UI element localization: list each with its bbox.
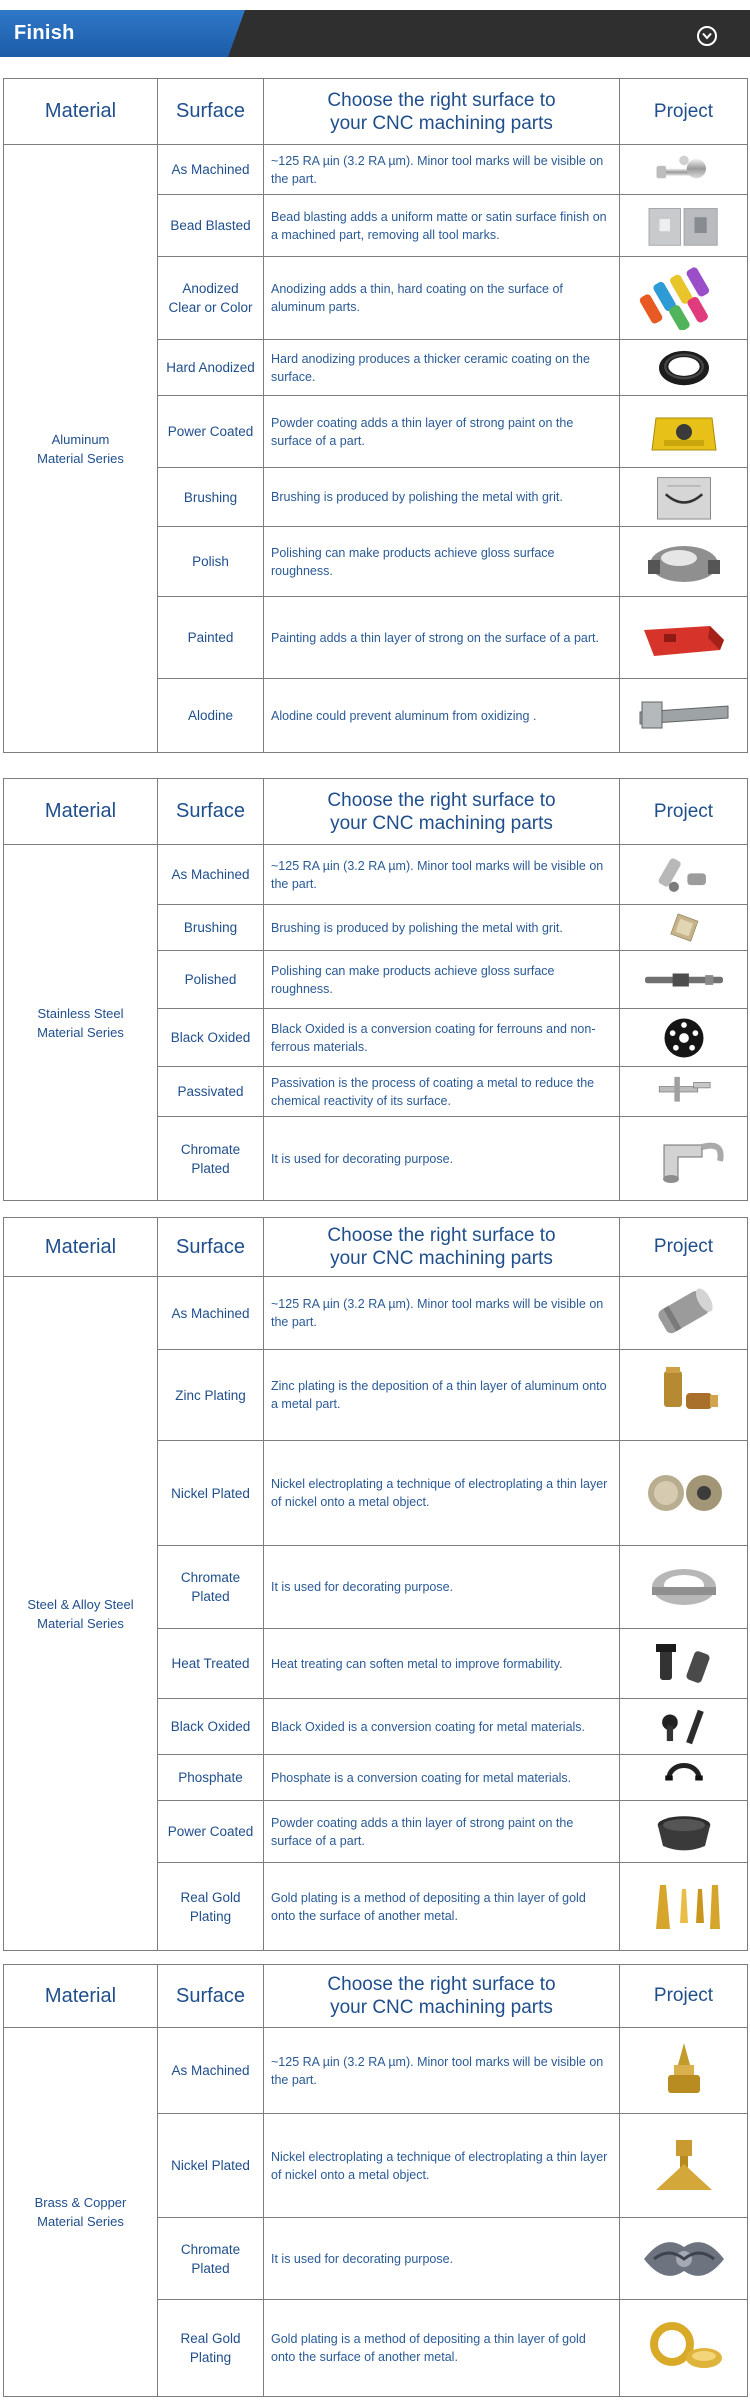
table-row [4,2028,748,2114]
surface-cell [158,1277,264,1350]
surface-name: As Machined [171,867,250,882]
material-series-label: Material Series [37,1615,124,1631]
surface-description: Anodizing adds a thin, hard coating on the surface of aluminum parts. [264,257,620,340]
steel-cylinder-icon [622,1281,745,1345]
project-image-cell [620,1699,748,1755]
project-image-cell [620,2028,748,2114]
header-surface: Surface [158,79,264,145]
surface-cell [158,845,264,905]
gold-pins-icon [622,1875,745,1939]
surface-name: Brushing [183,489,238,505]
header-choose-line-1: Choose the right surface to [327,789,556,811]
material-name: Brass & Copper [34,2195,127,2210]
surface-name: Chromate [180,2241,241,2257]
surface-description: Powder coating adds a thin layer of strong paint on the surface of a part. [264,396,620,468]
black-ring-part-icon [622,343,745,393]
surface-name: Painted [187,630,234,645]
project-image-cell [620,905,748,951]
surface-description: Polishing can make products achieve gloss surface roughness. [264,951,620,1009]
steel-pins-icon [622,848,745,902]
material-series-label: Material Series [37,2214,124,2229]
brushed-plate-icon [622,471,745,524]
finish-table [3,1964,748,2397]
surface-description: Gold plating is a method of depositing a thin layer of gold onto the surface of another metal. [264,2300,620,2397]
blasted-aluminum-block-icon [622,198,745,254]
surface-cell [158,527,264,597]
surface-cell [158,340,264,396]
surface-name: Alodine [187,708,234,723]
project-image-cell [620,1863,748,1951]
surface-name-line-2: Plated [191,1589,230,1604]
material-series-cell [4,1277,158,1951]
surface-cell [158,1117,264,1201]
project-image-cell [620,1441,748,1546]
surface-description: It is used for decorating purpose. [264,1117,620,1201]
table-row [4,145,748,195]
surface-cell [158,2218,264,2300]
ornament-icon [622,2227,745,2291]
surface-cell [158,145,264,195]
surface-cell [158,2028,264,2114]
header-project: Project [620,1218,748,1277]
black-disc-icon [622,1012,745,1064]
surface-description: ~125 RA µin (3.2 RA µm). Minor tool marks will be visible on the part. [264,145,620,195]
surface-cell [158,1009,264,1067]
surface-name: Phosphate [178,1770,243,1785]
surface-cell [158,1699,264,1755]
project-image-cell [620,2300,748,2397]
table-header-row [4,79,748,145]
finish-table [3,778,748,1201]
header-project: Project [620,79,748,145]
surface-cell [158,1441,264,1546]
project-image-cell [620,1546,748,1629]
header-choose-surface [264,79,620,145]
table-row [4,845,748,905]
surface-description: Painting adds a thin layer of strong on the surface of a part. [264,597,620,679]
surface-description: Gold plating is a method of depositing a thin layer of gold onto the surface of another metal. [264,1863,620,1951]
header-project: Project [620,1965,748,2028]
surface-description: ~125 RA µin (3.2 RA µm). Minor tool marks will be visible on the part. [264,1277,620,1350]
surface-name: Hard Anodized [166,360,255,375]
project-image-cell [620,145,748,195]
surface-cell [158,1067,264,1117]
surface-cell [158,396,264,468]
surface-name-line-2: Plated [191,2260,230,2276]
material-name: Stainless Steel [37,1005,124,1021]
surface-description: Brushing is produced by polishing the metal with grit. [264,468,620,527]
project-image-cell [620,1009,748,1067]
brass-spike-icon [622,2039,745,2103]
surface-description: Bead blasting adds a uniform matte or satin surface finish on a machined part, removing all tool marks. [264,195,620,257]
header-surface: Surface [158,779,264,845]
surface-name: Passivated [177,1084,244,1099]
surface-cell [158,1863,264,1951]
black-oxide-parts-icon [622,1702,745,1752]
section-title: Finish [14,22,75,44]
project-image-cell [620,1350,748,1441]
surface-description: Phosphate is a conversion coating for metal materials. [264,1755,620,1801]
surface-name: Zinc Plating [175,1387,246,1403]
header-surface: Surface [158,1218,264,1277]
surface-description: It is used for decorating purpose. [264,1546,620,1629]
material-series-cell [4,2028,158,2397]
project-image-cell [620,1277,748,1350]
table-header-row [4,779,748,845]
material-series-label: Material Series [37,450,124,466]
project-image-cell [620,195,748,257]
surface-name-line-2: Plating [189,1908,232,1924]
project-image-cell [620,2218,748,2300]
project-image-cell [620,597,748,679]
project-image-cell [620,468,748,527]
surface-name: Power Coated [167,424,254,439]
surface-name: Black Oxided [170,1719,251,1734]
header-choose-line-2: your CNC machining parts [330,812,553,834]
surface-cell [158,1801,264,1863]
surface-name: As Machined [171,162,250,177]
surface-name-line-2: Plating [189,2350,232,2365]
project-image-cell [620,1801,748,1863]
surface-cell [158,1629,264,1699]
brushed-square-icon [622,908,745,948]
surface-name: Nickel Plated [171,2158,250,2173]
surface-description: Powder coating adds a thin layer of strong paint on the surface of a part. [264,1801,620,1863]
surface-name: Heat Treated [171,1656,250,1671]
surface-cell [158,257,264,340]
surface-name: Chromate [180,1141,241,1157]
surface-name: Anodized [182,281,239,296]
surface-description: Alodine could prevent aluminum from oxidizing . [264,679,620,753]
chevron-down-circle-icon[interactable] [697,26,717,46]
surface-description: Polishing can make products achieve gloss surface roughness. [264,527,620,597]
red-painted-bracket-icon [622,606,745,670]
surface-description: Nickel electroplating a technique of electroplating a thin layer of nickel onto a metal object. [264,1441,620,1546]
material-series-cell [4,845,158,1201]
table-header-row [4,1218,748,1277]
header-choose-line-2: your CNC machining parts [330,112,553,134]
surface-description: Heat treating can soften metal to improve formability. [264,1629,620,1699]
polished-body-icon [622,530,745,594]
material-series-label: Material Series [37,1024,124,1040]
project-image-cell [620,527,748,597]
heat-treated-parts-icon [622,1632,745,1696]
header-choose-line-1: Choose the right surface to [327,89,556,111]
finish-table [3,1217,748,1951]
header-material: Material [4,1965,158,2028]
surface-description: Hard anodizing produces a thicker ceramic coating on the surface. [264,340,620,396]
surface-cell [158,951,264,1009]
surface-name-line-2: Plated [191,1160,230,1176]
header-choose-line-1: Choose the right surface to [327,1974,556,1995]
surface-name: Polish [192,554,229,569]
material-name: Aluminum [51,431,110,447]
table-row [4,1277,748,1350]
passivated-latch-icon [622,1070,745,1114]
header-choose-surface [264,779,620,845]
surface-description: Black Oxided is a conversion coating for metal materials. [264,1699,620,1755]
project-image-cell [620,1067,748,1117]
header-choose-line-2: your CNC machining parts [330,1997,553,2018]
surface-cell [158,2114,264,2218]
surface-description: It is used for decorating purpose. [264,2218,620,2300]
surface-name-line-2: Clear or Color [168,300,253,315]
surface-cell [158,597,264,679]
header-material: Material [4,779,158,845]
header-surface: Surface [158,1965,264,2028]
zinc-fittings-icon [622,1363,745,1427]
project-image-cell [620,340,748,396]
project-image-cell [620,845,748,905]
surface-description: Brushing is produced by polishing the metal with grit. [264,905,620,951]
header-choose-line-1: Choose the right surface to [327,1225,556,1246]
surface-cell [158,1546,264,1629]
surface-cell [158,1755,264,1801]
surface-name: As Machined [171,2063,250,2078]
surface-name: Real Gold [180,2331,241,2346]
surface-name: As Machined [171,1305,250,1321]
surface-name: Brushing [183,920,238,935]
header-choose-surface [264,1218,620,1277]
material-name: Steel & Alloy Steel [27,1596,134,1612]
surface-name: Real Gold [180,1889,241,1905]
surface-name: Chromate [180,1570,241,1585]
polished-shaft-icon [622,954,745,1006]
machined-knob-part-icon [622,148,745,192]
project-image-cell [620,2114,748,2218]
project-image-cell [620,396,748,468]
gold-ring-icon [622,2316,745,2380]
project-image-cell [620,1629,748,1699]
project-image-cell [620,1117,748,1201]
surface-name: Bead Blasted [170,218,251,233]
surface-cell [158,679,264,753]
surface-description: Nickel electroplating a technique of electroplating a thin layer of nickel onto a metal object. [264,2114,620,2218]
header-choose-surface [264,1965,620,2028]
surface-name: Black Oxided [170,1030,251,1045]
chrome-ring-icon [622,1555,745,1619]
project-image-cell [620,257,748,340]
surface-cell [158,2300,264,2397]
header-project: Project [620,779,748,845]
header-choose-line-2: your CNC machining parts [330,1248,553,1269]
table-header-row [4,1965,748,2028]
surface-description: Passivation is the process of coating a metal to reduce the chemical reactivity of its surface. [264,1067,620,1117]
header-material: Material [4,79,158,145]
nickel-discs-icon [622,1461,745,1525]
surface-name: Polished [184,972,237,987]
surface-cell [158,468,264,527]
surface-description: ~125 RA µin (3.2 RA µm). Minor tool marks will be visible on the part. [264,2028,620,2114]
yellow-coated-housing-icon [622,400,745,464]
surface-description: Black Oxided is a conversion coating for ferrouns and non-ferrous materials. [264,1009,620,1067]
header-material: Material [4,1218,158,1277]
surface-description: Zinc plating is the deposition of a thin layer of aluminum onto a metal part. [264,1350,620,1441]
chrome-faucet-icon [622,1127,745,1191]
material-series-cell [4,145,158,753]
surface-cell [158,1350,264,1441]
surface-name: Nickel Plated [171,1485,250,1501]
surface-cell [158,905,264,951]
colored-anodized-tubes-icon [622,266,745,330]
finish-table [3,78,748,753]
alodine-bar-icon [622,684,745,748]
phosphate-clamp-icon [622,1758,745,1798]
brass-stand-icon [622,2134,745,2198]
dark-coated-cup-icon [622,1804,745,1860]
surface-name: Power Coated [167,1824,254,1839]
surface-description: ~125 RA µin (3.2 RA µm). Minor tool marks will be visible on the part. [264,845,620,905]
surface-cell [158,195,264,257]
project-image-cell [620,679,748,753]
project-image-cell [620,951,748,1009]
project-image-cell [620,1755,748,1801]
